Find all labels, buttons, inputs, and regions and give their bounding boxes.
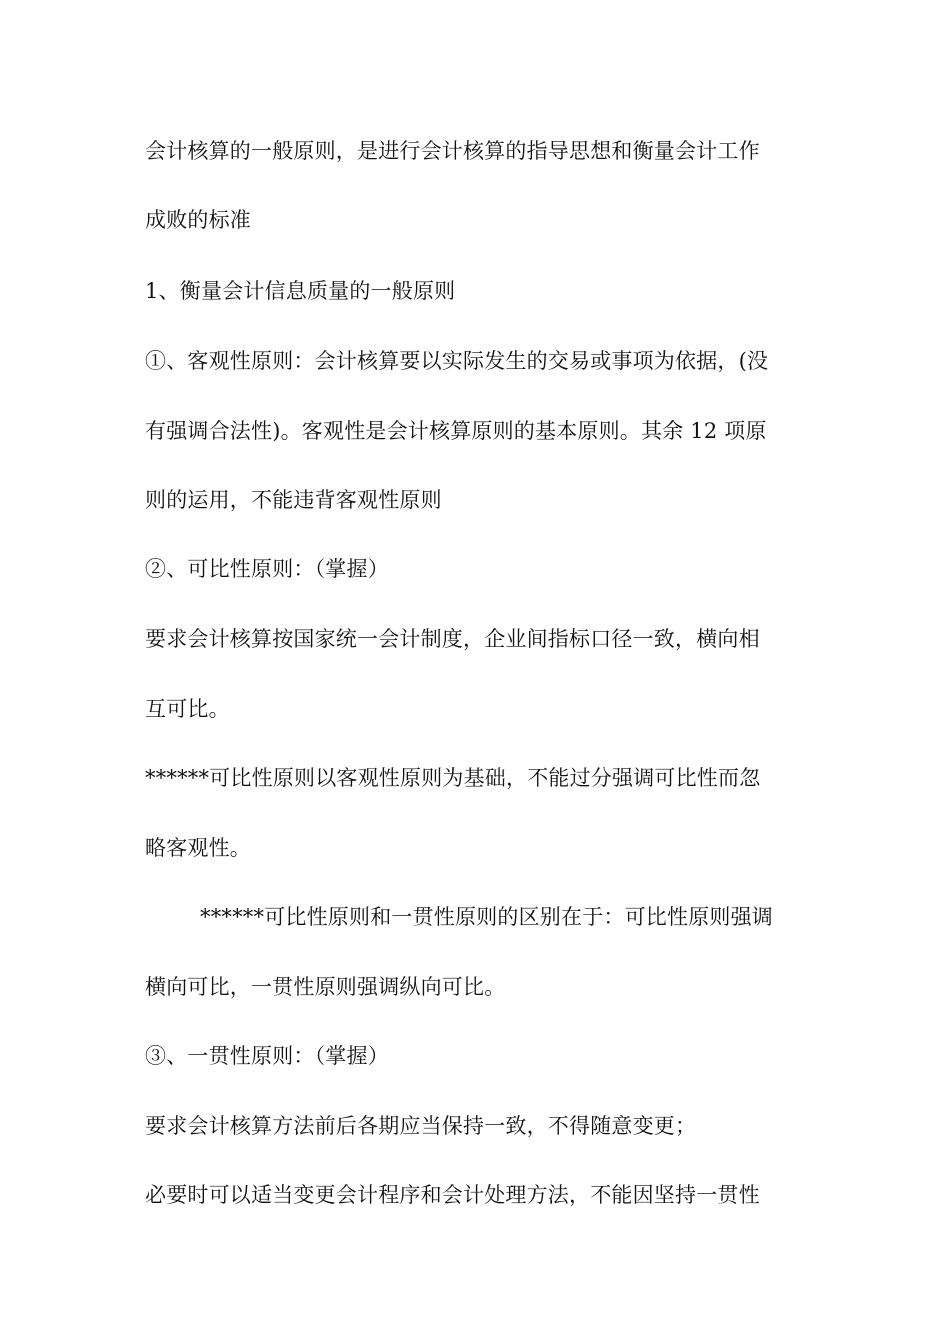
paragraph-line: 成败的标准 <box>145 208 251 232</box>
paragraph-line: 会计核算的一般原则，是进行会计核算的指导思想和衡量会计工作 <box>145 139 760 163</box>
principle-heading: ②、可比性原则：（掌握） <box>145 557 389 581</box>
paragraph-line: 必要时可以适当变更会计程序和会计处理方法，不能因坚持一贯性 <box>145 1183 760 1207</box>
note-line: ******可比性原则和一贯性原则的区别在于：可比性原则强调 <box>200 905 773 929</box>
principle-heading: ①、客观性原则：会计核算要以实际发生的交易或事项为依据，(没 <box>145 349 769 373</box>
note-line: ******可比性原则以客观性原则为基础，不能过分强调可比性而忽 <box>145 766 761 790</box>
principle-heading: ③、一贯性原则：（掌握） <box>145 1044 389 1068</box>
paragraph-line: 则的运用，不能违背客观性原则 <box>145 488 442 512</box>
paragraph-line: 要求会计核算方法前后各期应当保持一致，不得随意变更； <box>145 1114 697 1138</box>
note-line: 横向可比，一贯性原则强调纵向可比。 <box>145 975 506 999</box>
paragraph-line: 有强调合法性)。客观性是会计核算原则的基本原则。其余 12 项原 <box>145 419 767 443</box>
paragraph-line: 互可比。 <box>145 697 230 721</box>
section-heading: 1、衡量会计信息质量的一般原则 <box>145 279 456 303</box>
note-line: 略客观性。 <box>145 836 251 860</box>
paragraph-line: 要求会计核算按国家统一会计制度，企业间指标口径一致，横向相 <box>145 627 760 651</box>
